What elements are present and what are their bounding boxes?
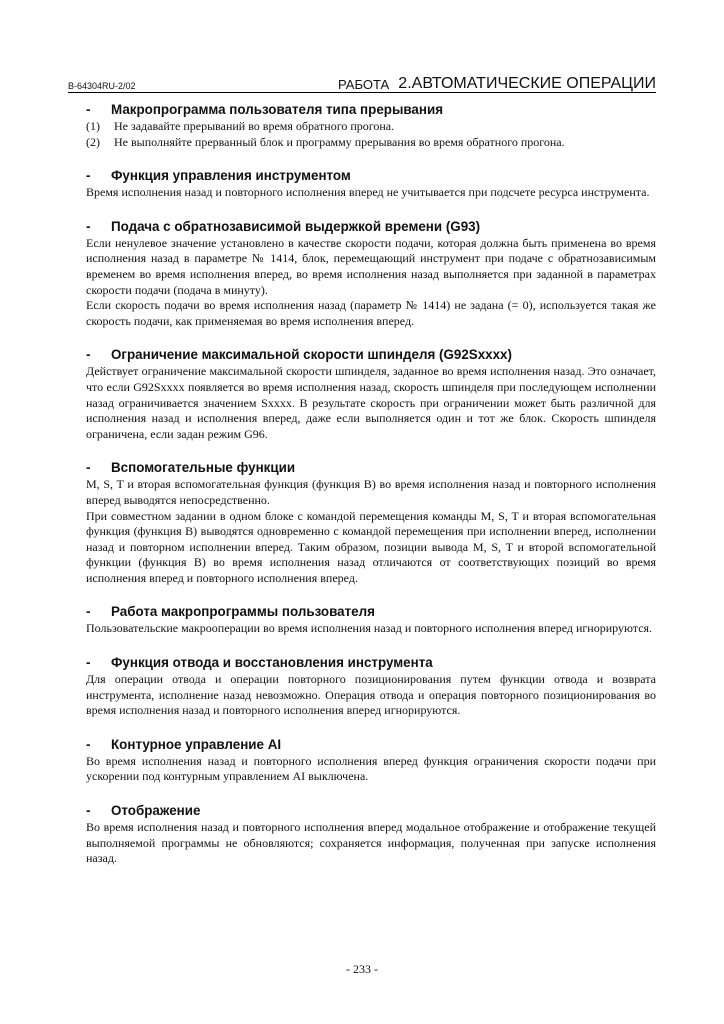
section-dash: - [86,168,91,184]
section-title: - Функция отвода и восстановления инструмента [86,655,433,671]
paragraph: Действует ограничение максимальной скорости шпинделя, заданное во время исполнения назад. Это означает, что если G92Sxxxx появляется во время исполнения назад, скорость шпинделя при последующем исполнении назад ограничивается значением Sxxxx. В результате скорость при ограничении может быть различной для исполнения назад и исполнения вперед, даже если выполняется один и тот же блок. Скорость шпинделя ограничена, если задан режим G96. [86,364,656,441]
section-title: - Отображение [86,803,201,819]
paragraph: Во время исполнения назад и повторного исполнения вперед функция ограничения скорости подачи при ускорении под контурным управлением AI выключена. [86,753,656,784]
paragraph: Пользовательские макрооперации во время исполнения назад и повторного исполнения вперед игнорируются. [86,621,653,636]
page-content [86,101,656,884]
section-dash: - [86,604,91,620]
section-tool-management [86,167,656,201]
section-title: - Вспомогательные функции [86,460,296,476]
paragraph: M, S, T и вторая вспомогательная функция (функция B) во время исполнения назад и повторного исполнения вперед выводятся непосредственно. [86,477,656,507]
section-title: - Макропрограмма пользователя типа прерывания [86,102,444,117]
header-section-name: РАБОТА [338,77,390,92]
section-inverse-time-feed [86,218,656,330]
paragraph: Если ненулевое значение установлено в качестве скорости подачи, которая должна быть применена во время исполнения назад в параметре № 1414, блок, перемещающий инструмент при подаче с обратнозависимым временем во время исполнения вперед, во время исполнения назад выполняется при заданной в параметрах скорости подачи (подача в минуту). [86,235,656,297]
paragraph: Время исполнения назад и повторного исполнения вперед не учитывается при подсчете ресурса инструмента. [86,185,650,200]
document-code: B-64304RU-2/02 [68,81,136,91]
section-title: - Работа макропрограммы пользователя [86,604,375,620]
section-title: - Подача с обратнозависимой выдержкой времени (G93) [86,218,481,234]
section-auxiliary-functions [86,459,656,586]
section-spindle-speed-limit [86,346,656,442]
numbered-list [86,119,656,150]
list-number: (1) [86,119,100,133]
section-title: - Контурное управление AI [86,736,282,752]
section-user-macro [86,603,656,637]
section-dash: - [86,803,91,819]
section-title: - Ограничение максимальной скорости шпинделя (G92Sxxxx) [86,347,512,363]
paragraph: При совместном задании в одном блоке с командой перемещения команды M, S, T и вторая вспомогательная функция (функция B) выводятся одновременно с командой перемещения при исполнении вперед, исполнении назад и повторном исполнении вперед. Таким образом, позиции вывода M, S, T и второй вспомогательной функции (функция B) во время исполнения назад отличаются от соответствующих позиций во время исполнения вперед и повторного исполнения вперед. [86,508,656,585]
section-dash: - [86,218,91,234]
list-item: (2) Не выполняйте прерванный блок и программу прерывания во время обратного прогона. [86,134,565,149]
list-number: (2) [86,134,100,149]
paragraph: Если скорость подачи во время исполнения назад (параметр № 1414) не задана (= 0), используется такая же скорость подачи, как применяемая во время исполнения вперед. [86,298,656,328]
page-header [68,74,656,93]
list-item: (1) Не задавайте прерываний во время обратного прогона. [86,119,395,133]
section-dash: - [86,736,91,752]
section-tool-retract-recover [86,654,656,719]
section-dash: - [86,347,91,363]
section-dash: - [86,655,91,671]
page-number: - 233 - [346,962,378,976]
section-title: - Функция управления инструментом [86,168,351,184]
paragraph: Во время исполнения назад и повторного исполнения вперед модальное отображение и отображение текущей выполняемой программы не обновляются; сохраняется информация, полученная при запуске исполнения назад. [86,820,656,866]
section-display [86,802,656,867]
section-dash: - [86,102,91,117]
header-chapter-title: 2.АВТОМАТИЧЕСКИЕ ОПЕРАЦИИ [398,75,656,92]
section-interrupt-macro [86,101,656,150]
section-dash: - [86,460,91,476]
paragraph: Для операции отвода и операции повторного позиционирования путем функции отвода и возврата инструмента, исполнение назад невозможно. Операция отвода и операция повторного позиционирования во время исполнения назад и повторного исполнения вперед игнорируются. [86,672,656,718]
section-ai-contour-control [86,736,656,785]
